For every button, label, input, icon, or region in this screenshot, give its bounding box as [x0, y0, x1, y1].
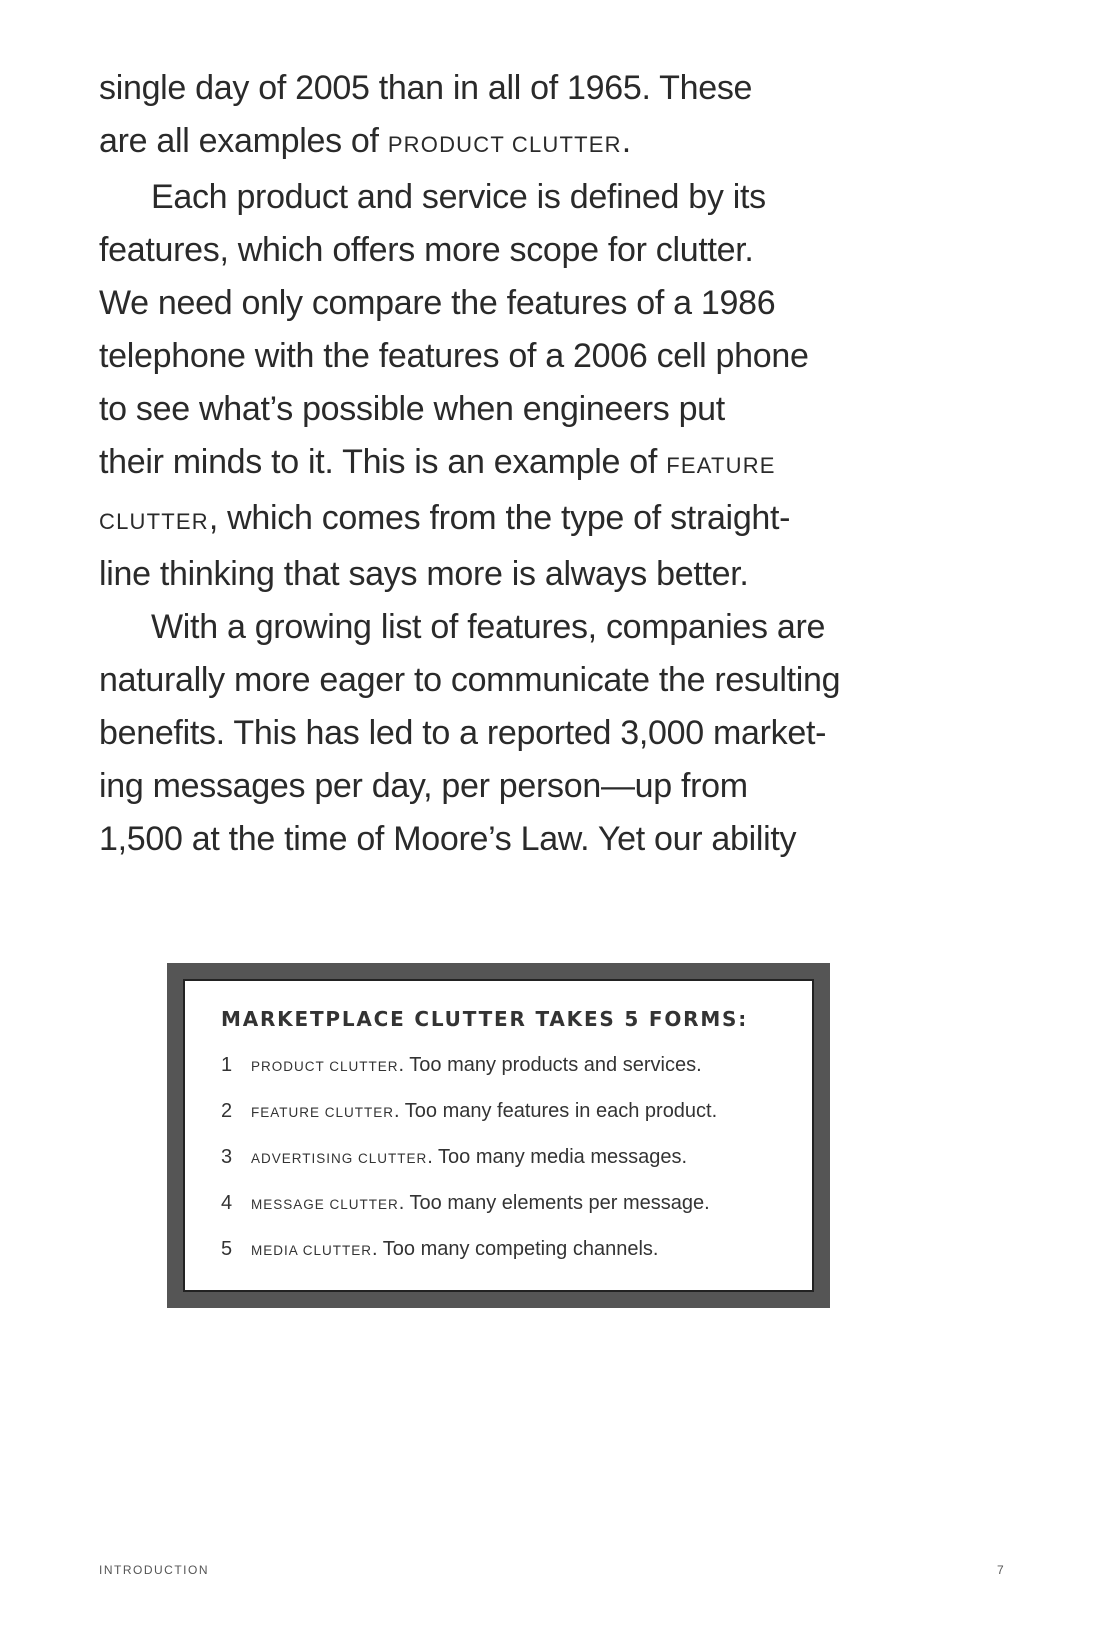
list-number: 4 [221, 1192, 233, 1214]
sidebar-box [167, 963, 830, 1308]
list-number: 3 [221, 1146, 233, 1168]
body-text [99, 62, 999, 866]
list-text: . Too many media messages. [427, 1146, 688, 1168]
text-line: CLUTTER, which comes from the type of straight- [99, 499, 791, 537]
list-item [221, 1089, 794, 1135]
list-text: . Too many elements per message. [398, 1192, 710, 1214]
text-line: are all examples of PRODUCT CLUTTER. [99, 122, 631, 160]
text-line: naturally more eager to communicate the resulting [99, 661, 841, 699]
list-text: . Too many competing channels. [372, 1238, 659, 1260]
text-line: their minds to it. This is an example of FEATURE [99, 443, 776, 481]
text-line: ing messages per day, per person—up from [99, 767, 748, 805]
list-term: MESSAGE CLUTTER [251, 1197, 399, 1212]
text-line: to see what’s possible when engineers put [99, 390, 725, 428]
text-line: features, which offers more scope for clutter. [99, 231, 754, 269]
text-line: line thinking that says more is always better. [99, 555, 749, 593]
list-number: 2 [221, 1100, 233, 1122]
running-footer-section: INTRODUCTION [99, 1563, 209, 1577]
list-term: ADVERTISING CLUTTER [251, 1151, 428, 1166]
page-number: 7 [997, 1563, 1004, 1577]
list-term: FEATURE CLUTTER [251, 1105, 395, 1120]
list-term: MEDIA CLUTTER [251, 1243, 373, 1258]
sidebar-title: MARKETPLACE CLUTTER TAKES 5 FORMS: [221, 1007, 749, 1031]
list-term: PRODUCT CLUTTER [251, 1059, 399, 1074]
text-line: We need only compare the features of a 1986 [99, 284, 776, 322]
text-line: 1,500 at the time of Moore’s Law. Yet our ability [99, 820, 797, 858]
paragraph-start: Each product and service is defined by its [151, 178, 766, 216]
list-text: . Too many products and services. [398, 1054, 702, 1076]
text-line: single day of 2005 than in all of 1965. These [99, 69, 753, 107]
small-caps-term: FEATURE [666, 453, 776, 478]
text-line: telephone with the features of a 2006 cell phone [99, 337, 809, 375]
list-item [221, 1181, 794, 1227]
list-item [221, 1043, 794, 1089]
list-number: 1 [221, 1054, 233, 1076]
small-caps-term: PRODUCT CLUTTER [387, 132, 622, 157]
list-text: . Too many features in each product. [394, 1100, 718, 1122]
list-item [221, 1135, 794, 1181]
small-caps-term: CLUTTER [99, 509, 209, 534]
paragraph-start: With a growing list of features, companies are [151, 608, 826, 646]
sidebar-content [221, 1007, 794, 1273]
text-line: benefits. This has led to a reported 3,000 market- [99, 714, 827, 752]
list-item [221, 1227, 794, 1273]
list-number: 5 [221, 1238, 233, 1260]
